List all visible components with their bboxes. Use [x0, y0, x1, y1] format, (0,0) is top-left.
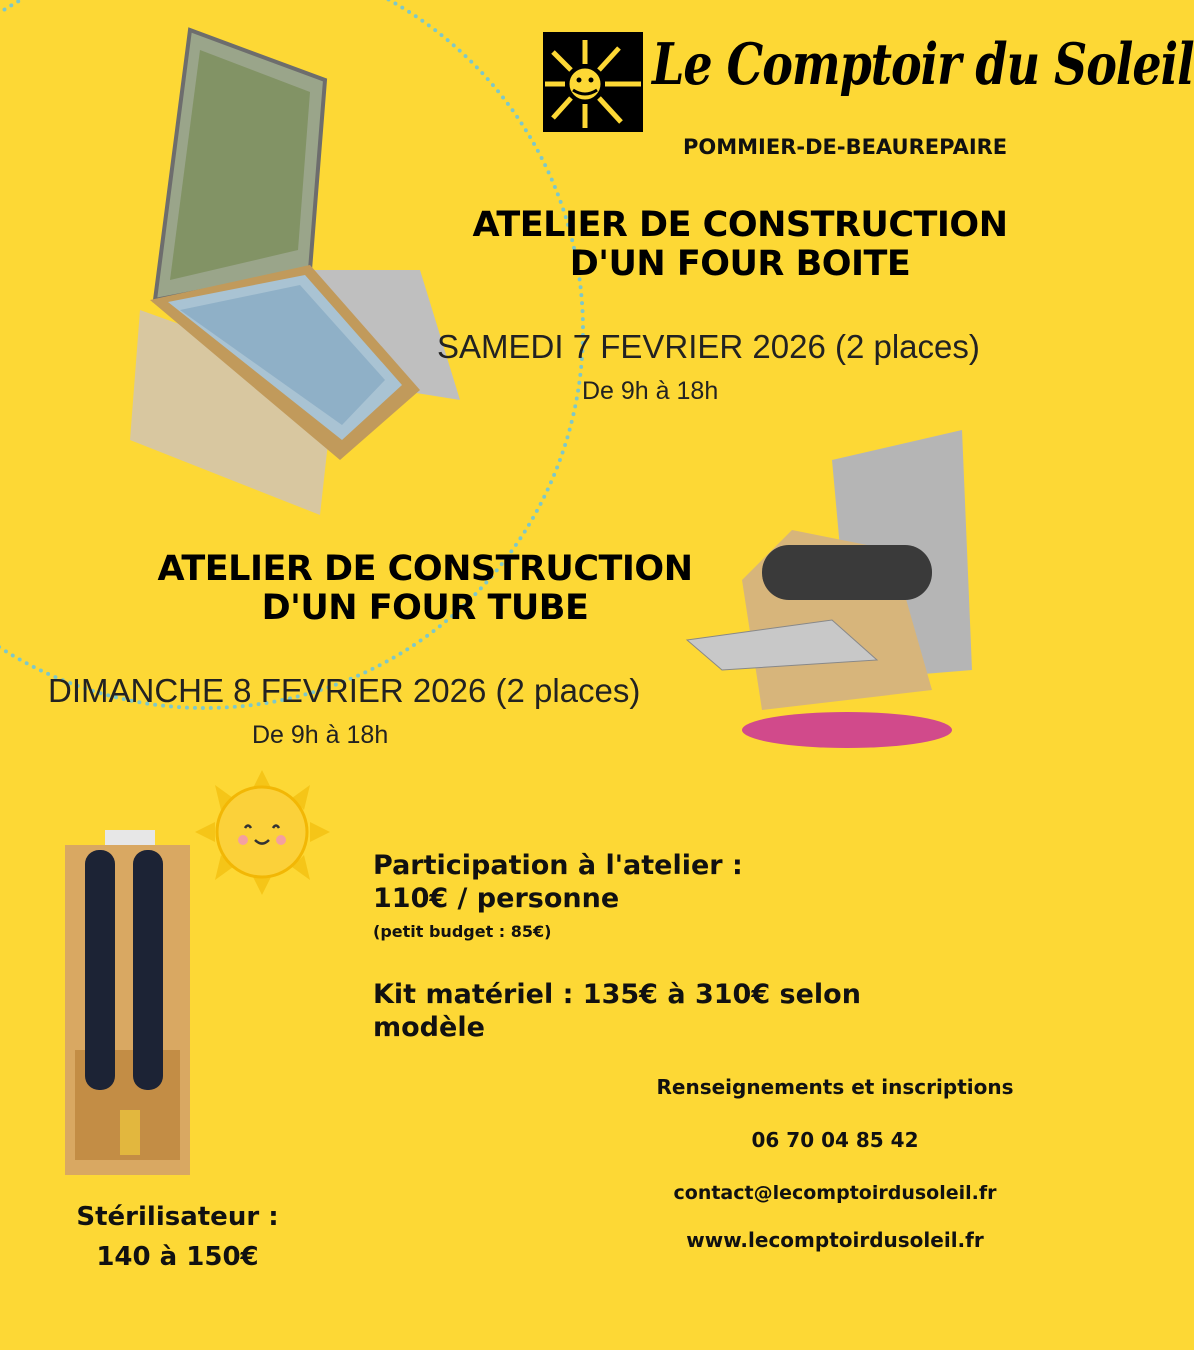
sterilizer-price: 140 à 150€ — [96, 1242, 259, 1272]
kit-line2: modèle — [373, 1012, 485, 1043]
sterilizer-block — [60, 1197, 295, 1277]
participation-price: 110€ / personne — [373, 883, 620, 914]
sun-logo-icon — [543, 32, 643, 132]
workshop-box-title-line1: ATELIER DE CONSTRUCTION — [472, 205, 1008, 245]
workshop-box-date: SAMEDI 7 FEVRIER 2026 (2 places) — [437, 328, 980, 365]
workshop-box-title-line2: D'UN FOUR BOITE — [569, 244, 911, 284]
participation-label: Participation à l'atelier : — [373, 850, 743, 881]
tube-oven-image — [682, 430, 982, 750]
kit-block — [373, 978, 993, 1044]
sterilizer-label: Stérilisateur : — [76, 1202, 279, 1232]
workshop-tube-hours: De 9h à 18h — [252, 721, 389, 749]
workshop-box-title — [440, 206, 1040, 284]
small-budget: (petit budget : 85€) — [373, 922, 552, 941]
kit-line1: Kit matériel : 135€ à 310€ selon — [373, 979, 861, 1010]
contact-heading: Renseignements et inscriptions — [656, 1075, 1014, 1099]
workshop-box-hours: De 9h à 18h — [582, 377, 719, 405]
box-oven-image — [120, 20, 490, 520]
workshop-tube-title-line1: ATELIER DE CONSTRUCTION — [157, 549, 693, 589]
workshop-tube-date: DIMANCHE 8 FEVRIER 2026 (2 places) — [48, 672, 641, 709]
workshop-tube-title — [125, 550, 725, 628]
contact-phone[interactable]: 06 70 04 85 42 — [751, 1128, 919, 1152]
pricing-block — [373, 849, 973, 948]
location: POMMIER-DE-BEAUREPAIRE — [683, 135, 1008, 159]
smiling-sun-icon — [195, 770, 330, 895]
workshop-tube-title-line2: D'UN FOUR TUBE — [261, 588, 589, 628]
sterilizer-image — [60, 825, 195, 1180]
contact-email[interactable]: contact@lecomptoirdusoleil.fr — [673, 1182, 997, 1204]
brand-name: Le Comptoir du Soleil — [652, 30, 1194, 98]
contact-website[interactable]: www.lecomptoirdusoleil.fr — [686, 1228, 984, 1252]
